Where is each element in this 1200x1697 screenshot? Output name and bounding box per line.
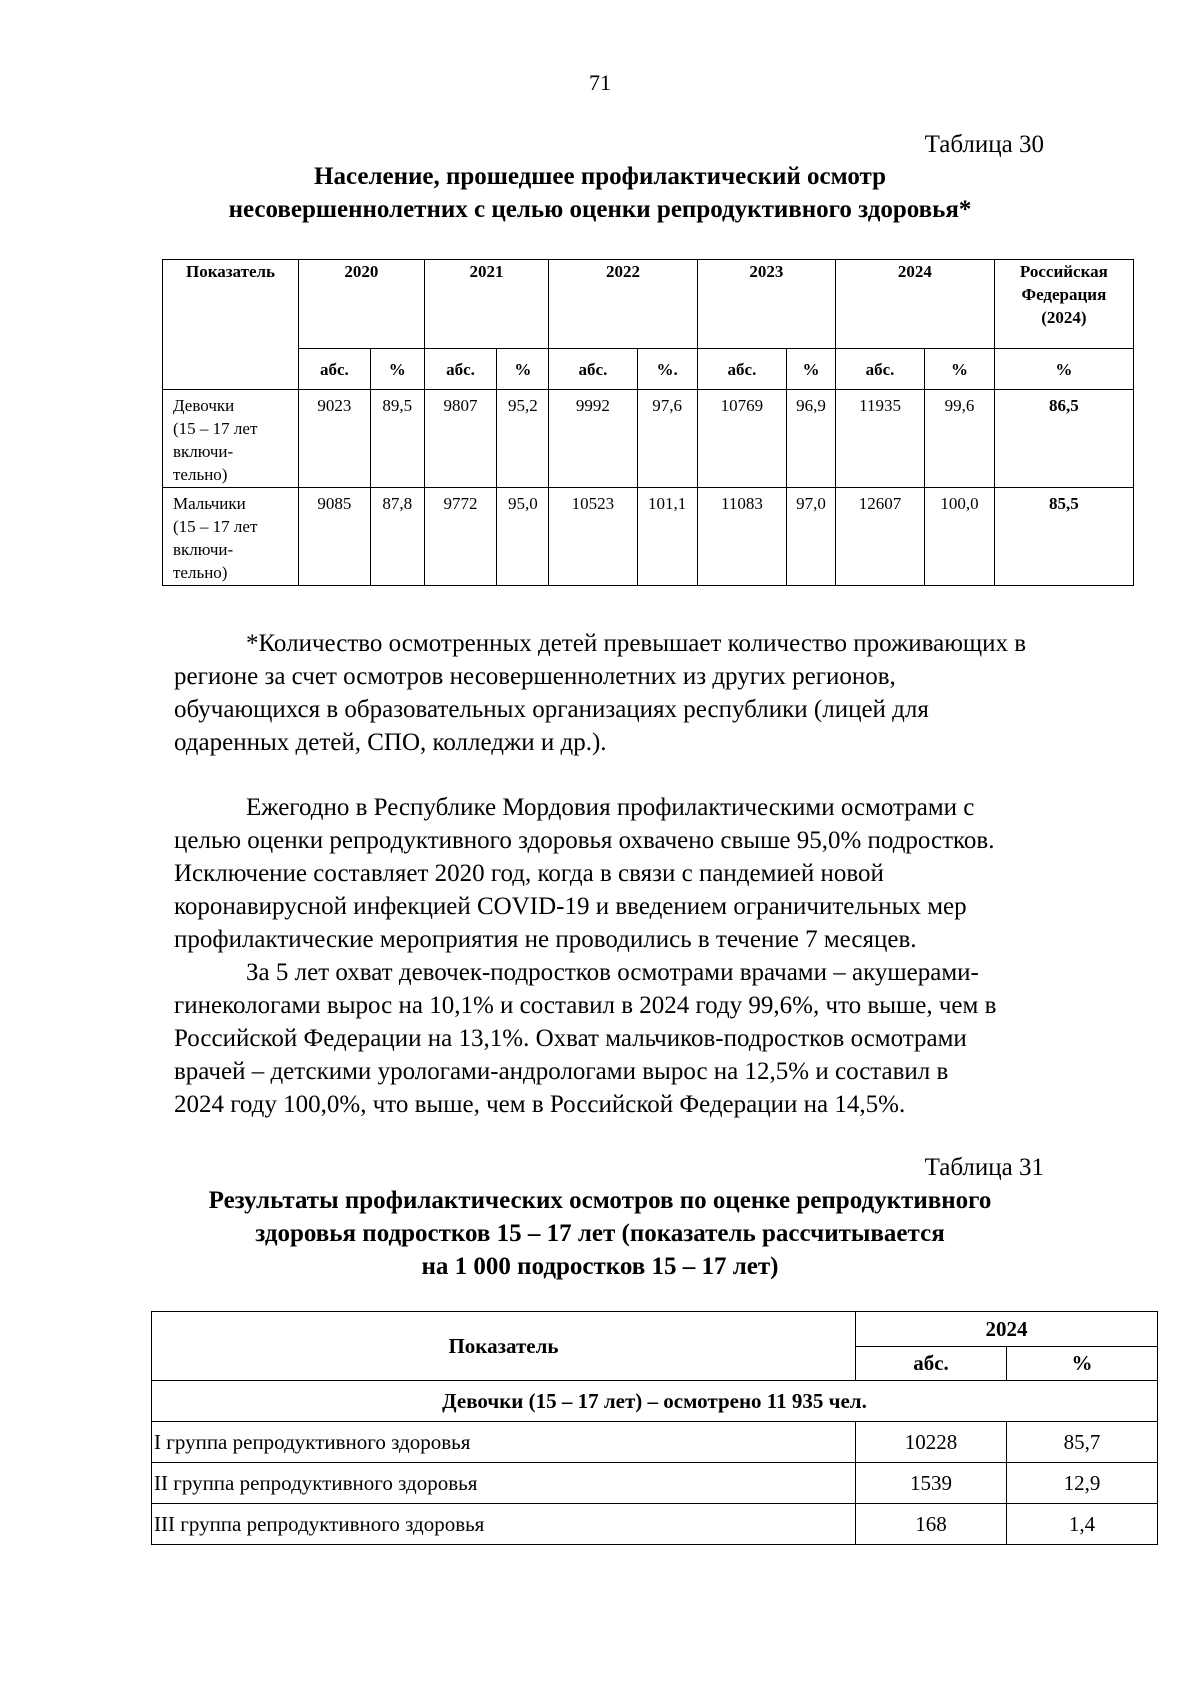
subheader-pct: % [1007,1347,1158,1381]
paragraph-line: Исключение составляет 2020 год, когда в связи с пандемией новой [174,860,884,887]
header-year-2023: 2023 [697,260,835,349]
row-name-line: тельно) [173,465,228,484]
subheader-abs: абс. [697,349,786,390]
table-31-label: Таблица 31 [924,1154,1044,1181]
subheader-pct: % [370,349,424,390]
header-rf-line: (2024) [1041,308,1087,327]
subheader-abs: абс. [856,1347,1007,1381]
header-year-2024: 2024 [835,260,994,349]
cell-value: 9085 [299,488,371,586]
table-30-title-line: Население, прошедшее профилактический осмотр [314,163,886,190]
cell-value: 9772 [424,488,497,586]
cell-abs: 168 [856,1504,1007,1545]
page-number: 71 [589,70,611,95]
paragraph-line: целью оценки репродуктивного здоровья охвачено свыше 95,0% подростков. [174,827,995,854]
header-rf-line: Российская [1019,262,1108,281]
paragraph-line: Ежегодно в Республике Мордовия профилактическими осмотрами с [246,794,975,821]
paragraph-line: профилактические мероприятия не проводились в течение 7 месяцев. [174,926,917,953]
cell-value: 87,8 [370,488,424,586]
cell-value: 12607 [835,488,924,586]
row-name-line: включи- [173,442,234,461]
footnote-line: одаренных детей, СПО, колледжи и др.). [174,729,607,756]
cell-value: 96,9 [787,390,836,488]
row-name-boys [163,488,299,586]
cell-value: 10523 [549,488,637,586]
cell-value: 11935 [835,390,924,488]
header-indicator: Показатель [152,1312,856,1381]
row-label: I группа репродуктивного здоровья [152,1422,856,1463]
cell-pct: 85,7 [1007,1422,1158,1463]
header-rf-line: Федерация [1021,285,1107,304]
header-year-2020: 2020 [299,260,425,349]
table-31-title-line: Результаты профилактических осмотров по оценке репродуктивного [208,1187,992,1214]
table-row [152,1422,1158,1463]
table-31-title-line: на 1 000 подростков 15 – 17 лет) [421,1253,779,1280]
footnote-line: регионе за счет осмотров несовершеннолетних из других регионов, [174,663,896,690]
cell-value: 89,5 [370,390,424,488]
row-name-line: включи- [173,540,234,559]
table-30-label: Таблица 30 [924,131,1044,158]
row-name-line: (15 – 17 лет [173,419,258,438]
cell-value: 10769 [697,390,786,488]
table-31 [151,1311,1158,1545]
section-row-girls [152,1381,1158,1422]
section-title: Девочки (15 – 17 лет) – осмотрено 11 935 чел. [152,1381,1158,1422]
cell-value: 101,1 [637,488,697,586]
cell-value: 9023 [299,390,371,488]
header-year-2024: 2024 [856,1312,1158,1347]
row-name-girls [163,390,299,488]
cell-pct: 12,9 [1007,1463,1158,1504]
subheader-pct: %. [637,349,697,390]
row-name-line: (15 – 17 лет [173,517,258,536]
row-label: III группа репродуктивного здоровья [152,1504,856,1545]
cell-pct: 1,4 [1007,1504,1158,1545]
header-russian-federation [994,260,1133,349]
table-row-girls [163,390,1134,488]
header-year-2022: 2022 [549,260,697,349]
cell-value-rf: 85,5 [994,488,1133,586]
subheader-abs: абс. [299,349,371,390]
table-row [152,1504,1158,1545]
paragraph-line: За 5 лет охват девочек-подростков осмотрами врачами – акушерами- [246,959,979,986]
cell-value: 9992 [549,390,637,488]
table-row [152,1463,1158,1504]
row-name-line: Девочки [173,396,235,415]
paragraph-line: врачей – детскими урологами-андрологами вырос на 12,5% и составил в [174,1058,949,1085]
cell-value: 100,0 [925,488,995,586]
cell-value-rf: 86,5 [994,390,1133,488]
subheader-pct: % [994,349,1133,390]
cell-value: 97,0 [787,488,836,586]
row-label: II группа репродуктивного здоровья [152,1463,856,1504]
table-30 [162,259,1134,586]
row-name-line: тельно) [173,563,228,582]
footnote-line: *Количество осмотренных детей превышает количество проживающих в [246,630,1027,657]
table-31-title [150,1184,1050,1283]
cell-value: 97,6 [637,390,697,488]
paragraph-line: коронавирусной инфекцией COVID-19 и введением ограничительных мер [174,893,967,920]
subheader-abs: абс. [549,349,637,390]
cell-abs: 1539 [856,1463,1007,1504]
subheader-abs: абс. [424,349,497,390]
subheader-pct: % [925,349,995,390]
table-30-title-line: несовершеннолетних с целью оценки репродуктивного здоровья* [228,196,972,223]
table-row-boys [163,488,1134,586]
paragraph-line: Российской Федерации на 13,1%. Охват мальчиков-подростков осмотрами [174,1025,967,1052]
table-31-title-line: здоровья подростков 15 – 17 лет (показатель рассчитывается [255,1220,945,1247]
cell-value: 95,0 [497,488,549,586]
table-30-title [150,160,1050,226]
paragraph-line: гинекологами вырос на 10,1% и составил в 2024 году 99,6%, что выше, чем в [174,992,997,1019]
paragraph-five-years [174,956,1132,1121]
cell-value: 95,2 [497,390,549,488]
cell-value: 99,6 [925,390,995,488]
footnote-line: обучающихся в образовательных организациях республики (лицей для [174,696,929,723]
subheader-pct: % [497,349,549,390]
paragraph-coverage [174,791,1132,956]
subheader-pct: % [787,349,836,390]
cell-value: 9807 [424,390,497,488]
cell-abs: 10228 [856,1422,1007,1463]
footnote [174,627,1132,759]
header-indicator: Показатель [163,260,299,390]
row-name-line: Мальчики [173,494,246,513]
cell-value: 11083 [697,488,786,586]
subheader-abs: абс. [835,349,924,390]
paragraph-line: 2024 году 100,0%, что выше, чем в Российской Федерации на 14,5%. [174,1091,906,1118]
header-year-2021: 2021 [424,260,549,349]
